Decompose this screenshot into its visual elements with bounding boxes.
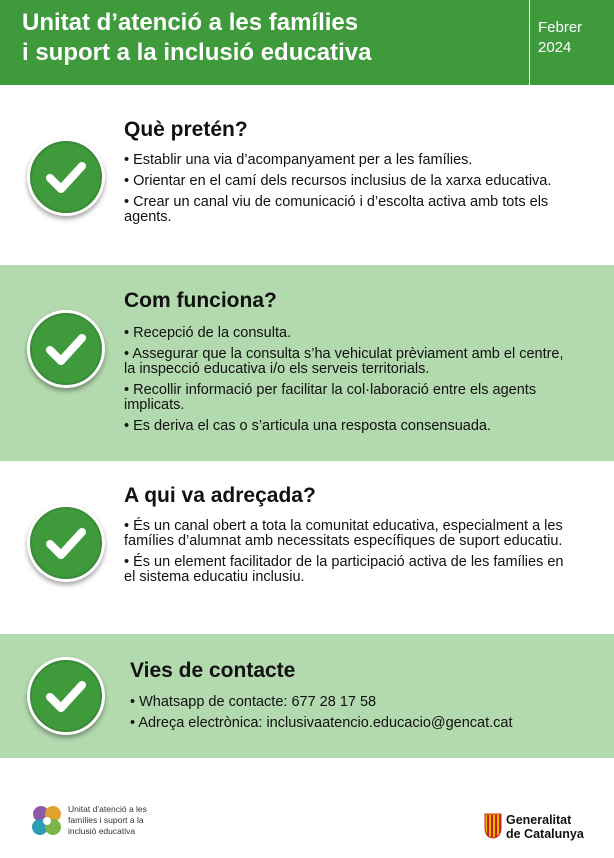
section-title: A qui va adreçada? [124,484,316,507]
check-circle-icon [30,507,102,579]
list-item: • Crear un canal viu de comunicació i d’escolta activa amb tots els agents. [124,195,574,225]
title-line-2: i suport a la inclusió educativa [22,39,372,66]
unit-line-1: Unitat d’atenció a les [68,804,147,814]
unit-logo-text [68,804,178,837]
list-item: • Orientar en el camí dels recursos inclusius de la xarxa educativa. [124,174,574,189]
gencat-line-2: de Catalunya [506,827,584,841]
generalitat-emblem-icon [484,813,502,839]
unit-line-2: famílies i suport a la [68,815,144,825]
section-purpose [0,85,614,265]
title-line-1: Unitat d’atenció a les famílies [22,9,359,36]
gencat-line-1: Generalitat [506,813,572,827]
section-how-it-works [0,265,614,461]
list-item: • Whatsapp de contacte: 677 28 17 58 [130,695,580,710]
check-circle-icon [30,313,102,385]
header-divider [529,0,530,85]
generalitat-logo-text [506,813,584,841]
unit-line-3: inclusió educativa [68,826,136,836]
section-title: Com funciona? [124,289,277,312]
bullet-list [124,326,574,440]
list-item: • Recollir informació per facilitar la col·laboració entre els agents implicats. [124,383,574,413]
section-title: Què pretén? [124,118,248,141]
list-item: • Assegurar que la consulta s’ha vehiculat prèviament amb el centre, la inspecció educativa i/o els serveis territorials. [124,347,574,377]
list-item: • És un canal obert a tota la comunitat educativa, especialment a les famílies d’alumnat amb necessitats específiques de suport educatiu. [124,519,574,549]
list-item: • Recepció de la consulta. [124,326,574,341]
bullet-list [130,695,580,737]
unit-logo-icon [30,804,64,838]
section-contact [0,634,614,758]
bullet-list [124,519,574,591]
page-title [22,8,502,68]
check-circle-icon [30,660,102,732]
section-title: Vies de contacte [130,659,296,682]
header-bar [0,0,614,85]
list-item: • Es deriva el cas o s’articula una resposta consensuada. [124,419,574,434]
check-circle-icon [30,141,102,213]
list-item: • Establir una via d’acompanyament per a les famílies. [124,153,574,168]
publication-date [538,18,582,58]
date-year: 2024 [538,39,572,56]
section-audience [0,461,614,634]
list-item: • És un element facilitador de la participació activa de les famílies en el sistema educatiu inclusiu. [124,555,574,585]
bullet-list [124,153,574,231]
date-month: Febrer [538,19,583,36]
list-item: • Adreça electrònica: inclusivaatencio.educacio@gencat.cat [130,716,580,731]
